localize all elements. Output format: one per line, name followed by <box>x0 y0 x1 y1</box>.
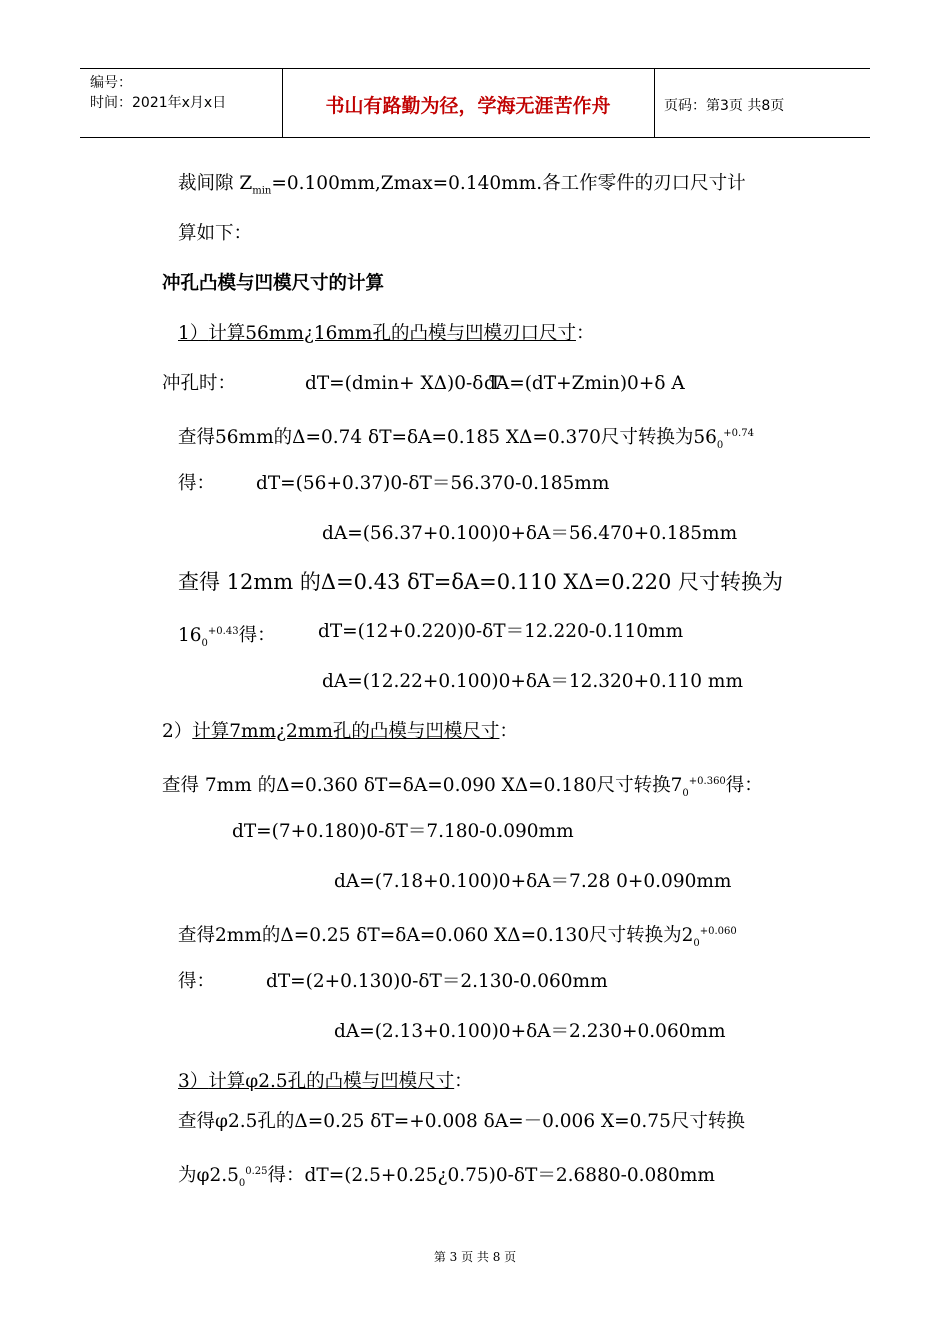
calc-7-da: dA=(7.18+0.100)0+δA＝7.28 0+0.090mm <box>334 871 732 892</box>
page-footer: 第 3 页 共 8 页 <box>433 1250 517 1264</box>
header-motto: 书山有路勤为径，学海无涯苦作舟 <box>325 95 611 117</box>
body-line-2: 算如下： <box>178 223 253 244</box>
formula-dt: dT=(dmin+ XΔ)0-δ T <box>305 373 502 394</box>
heading-1: 1）计算56mm¿16mm孔的凸模与凹模刃口尺寸： <box>178 323 595 344</box>
header-number: 编号： <box>90 75 132 91</box>
calc-12-conversion: $16_0^{+0.43}$得： <box>178 625 276 649</box>
formula-da: dA=(dT+Zmin)0+δ A <box>484 373 685 394</box>
heading-2: 2）计算7mm¿2mm孔的凸模与凹模尺寸： <box>162 721 518 742</box>
heading-3: 3）计算φ2.5孔的凸模与凹模尺寸： <box>178 1071 473 1092</box>
calc-2-da: dA=(2.13+0.100)0+δA＝2.230+0.060mm <box>334 1021 726 1042</box>
page-header <box>80 68 870 138</box>
calc-2-line: 查得2mm的Δ=0.25 δT=δA=0.060 XΔ=0.130尺寸转换为$2_0^{+0.060}$ <box>178 925 737 949</box>
body-line-1: 裁间隙 $Z_{min}=0.100mm,Zmax=0.140mm$.各工作零件的刃口尺寸计 <box>178 173 746 197</box>
calc-12-da: dA=(12.22+0.100)0+δA＝12.320+0.110 mm <box>322 671 743 692</box>
calc-56-dt: dT=(56+0.37)0-δT＝56.370-0.185mm <box>256 473 610 494</box>
calc-56-line: 查得56mm的Δ=0.74 δT=δA=0.185 XΔ=0.370尺寸转换为$56_0^{+0.74}$ <box>178 427 754 451</box>
calc-2-de: 得： <box>178 971 216 992</box>
calc-phi-line: 查得φ2.5孔的Δ=0.25 δT=+0.008 δA=－0.006 X=0.75尺寸转换 <box>178 1111 745 1132</box>
calc-phi-dt: 为$\varphi 2.5_0^{0.25}$得：dT=(2.5+0.25¿0.75)0-δT＝2.6880-0.080mm <box>178 1165 715 1189</box>
header-page-number: 页码：第3页 共8页 <box>664 98 785 114</box>
formula-label: 冲孔时： <box>162 373 237 394</box>
calc-7-line: 查得 7mm 的Δ=0.360 δT=δA=0.090 XΔ=0.180尺寸转换$7_0^{+0.360}$得： <box>162 775 763 799</box>
header-meta <box>90 73 226 113</box>
calc-12-line: 查得 12mm 的Δ=0.43 δT=δA=0.110 XΔ=0.220 尺寸转换为 <box>178 570 784 594</box>
calc-56-de: 得： <box>178 473 216 494</box>
header-divider <box>654 69 655 137</box>
calc-2-dt: dT=(2+0.130)0-δT＝2.130-0.060mm <box>266 971 608 992</box>
calc-12-dt: dT=(12+0.220)0-δT＝12.220-0.110mm <box>318 621 684 642</box>
calc-7-dt: dT=(7+0.180)0-δT＝7.180-0.090mm <box>232 821 574 842</box>
calc-56-da: dA=(56.37+0.100)0+δA＝56.470+0.185mm <box>322 523 738 544</box>
header-time: 时间：2021年x月x日 <box>90 95 227 111</box>
section-title: 冲孔凸模与凹模尺寸的计算 <box>162 273 385 294</box>
